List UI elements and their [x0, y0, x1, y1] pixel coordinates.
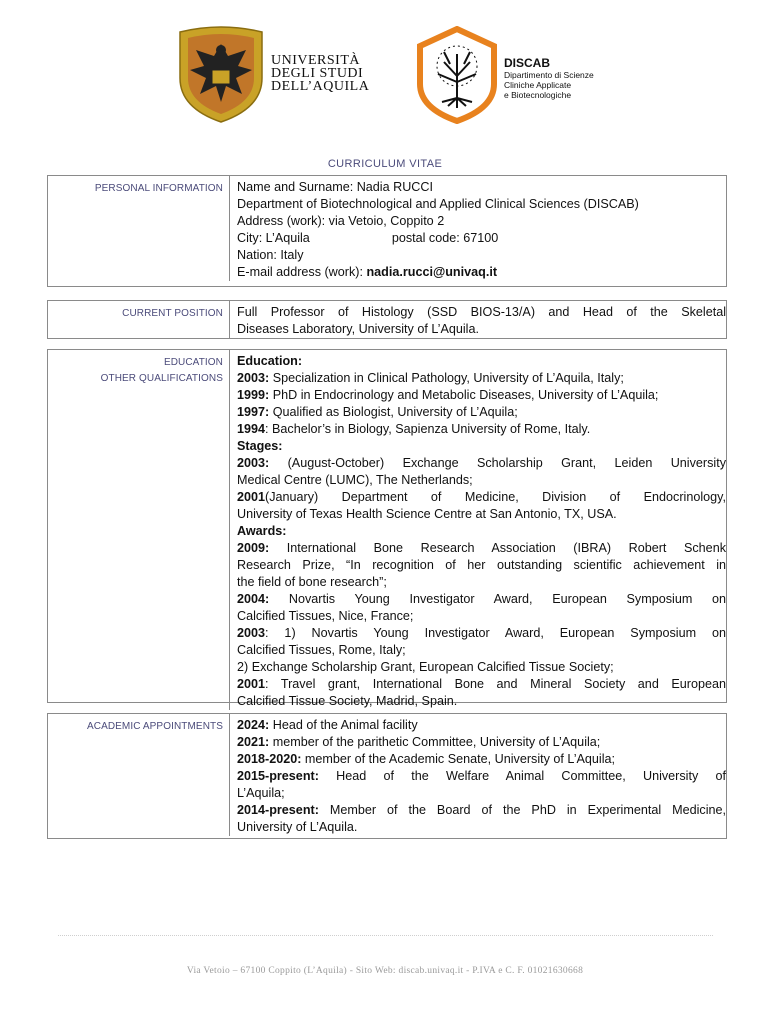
current-position-line: Full Professor of Histology (SSD BIOS-13/A) and Head of the Skeletal [237, 305, 726, 319]
postal-code: postal code: 67100 [391, 231, 499, 245]
university-name [271, 54, 369, 93]
discab-subtitle [504, 70, 594, 100]
section-content [229, 350, 726, 710]
education-item: 2003: Specialization in Clinical Pathology, University of L’Aquila, Italy; [237, 371, 624, 385]
appointment-item: 2015-present: Head of the Welfare Animal Committee, University of [237, 769, 726, 783]
discab-tree-logo-icon [414, 26, 500, 124]
education-heading: Education: [237, 354, 303, 368]
address-line: Address (work): via Vetoio, Coppito 2 [237, 214, 445, 228]
appointment-item: 2014-present: Member of the Board of the PhD in Experimental Medicine, [237, 803, 726, 817]
award-item: Research Prize, “In recognition of her outstanding scientific achievement in [237, 558, 726, 572]
appointment-item: 2018-2020: member of the Academic Senate, University of L’Aquila; [237, 752, 616, 766]
city-postal-line [237, 230, 726, 247]
award-item: Calcified Tissues, Nice, France; [237, 609, 414, 623]
section-label: PERSONAL INFORMATION [94, 183, 223, 194]
cv-title: CURRICULUM VITAE [327, 158, 443, 170]
appointment-item: University of L’Aquila. [237, 820, 358, 834]
appointment-item: L’Aquila; [237, 786, 285, 800]
award-item: 2004: Novartis Young Investigator Award, European Symposium on [237, 592, 726, 606]
discab-subtitle-line: e Biotecnologiche [504, 90, 572, 100]
section-label [48, 350, 223, 387]
stage-item: 2001(January) Department of Medicine, Division of Endocrinology, [237, 490, 726, 504]
section-content [229, 301, 726, 338]
nation-line: Nation: Italy [237, 248, 304, 262]
header-logos [0, 26, 770, 126]
award-item: Calcified Tissue Society, Madrid, Spain. [237, 694, 458, 708]
award-item: 2001: Travel grant, International Bone and Mineral Society and European [237, 677, 726, 691]
personal-information-section [47, 175, 727, 287]
university-seal-icon [176, 26, 266, 124]
education-item: 1997: Qualified as Biologist, University of L’Aquila; [237, 405, 518, 419]
discab-title: DISCAB [504, 56, 551, 70]
section-label: ACADEMIC APPOINTMENTS [86, 721, 223, 732]
section-content [229, 176, 726, 281]
academic-appointments-section [47, 713, 727, 839]
university-name-line: UNIVERSITÀ [271, 53, 360, 68]
footer-divider [58, 935, 713, 936]
stage-item: 2003: (August-October) Exchange Scholarship Grant, Leiden University [237, 456, 726, 470]
email-address[interactable]: nadia.rucci@univaq.it [366, 265, 498, 279]
university-name-line: DELL’AQUILA [271, 79, 370, 94]
current-position-line: Diseases Laboratory, University of L’Aquila. [237, 322, 479, 336]
stage-item: Medical Centre (LUMC), The Netherlands; [237, 473, 473, 487]
city: City: L’Aquila [237, 231, 310, 245]
discab-subtitle-line: Dipartimento di Scienze [504, 70, 594, 80]
appointment-item: 2021: member of the parithetic Committee, University of L’Aquila; [237, 735, 601, 749]
department-line: Department of Biotechnological and Applied Clinical Sciences (DISCAB) [237, 197, 639, 211]
award-item: the field of bone research”; [237, 575, 387, 589]
education-item: 1994: Bachelor’s in Biology, Sapienza University of Rome, Italy. [237, 422, 591, 436]
email-label: E-mail address (work): [237, 265, 367, 279]
award-item: 2009: International Bone Research Association (IBRA) Robert Schenk [237, 541, 726, 555]
award-item: 2) Exchange Scholarship Grant, European Calcified Tissue Society; [237, 660, 614, 674]
name-line: Name and Surname: Nadia RUCCI [237, 180, 433, 194]
page-footer: Via Vetoio – 67100 Coppito (L’Aquila) - Sito Web: discab.univaq.it - P.IVA e C. F. 01021630668 [186, 966, 584, 976]
education-item: 1999: PhD in Endocrinology and Metabolic Diseases, University of L’Aquila; [237, 388, 659, 402]
other-qualifications-label: OTHER QUALIFICATIONS [100, 373, 223, 384]
stage-item: University of Texas Health Science Centre at San Antonio, TX, USA. [237, 507, 617, 521]
current-position-section [47, 300, 727, 339]
section-label: CURRENT POSITION [122, 308, 223, 319]
education-section [47, 349, 727, 708]
award-item: 2003: 1) Novartis Young Investigator Award, European Symposium on [237, 626, 726, 640]
awards-heading: Awards: [237, 524, 287, 538]
award-item: Calcified Tissues, Rome, Italy; [237, 643, 406, 657]
education-label: EDUCATION [163, 357, 223, 368]
discab-subtitle-line: Cliniche Applicate [504, 80, 572, 90]
appointment-item: 2024: Head of the Animal facility [237, 718, 418, 732]
email-line [237, 264, 726, 281]
university-name-line: DEGLI STUDI [271, 66, 364, 81]
section-content [229, 714, 726, 836]
stages-heading: Stages: [237, 439, 283, 453]
